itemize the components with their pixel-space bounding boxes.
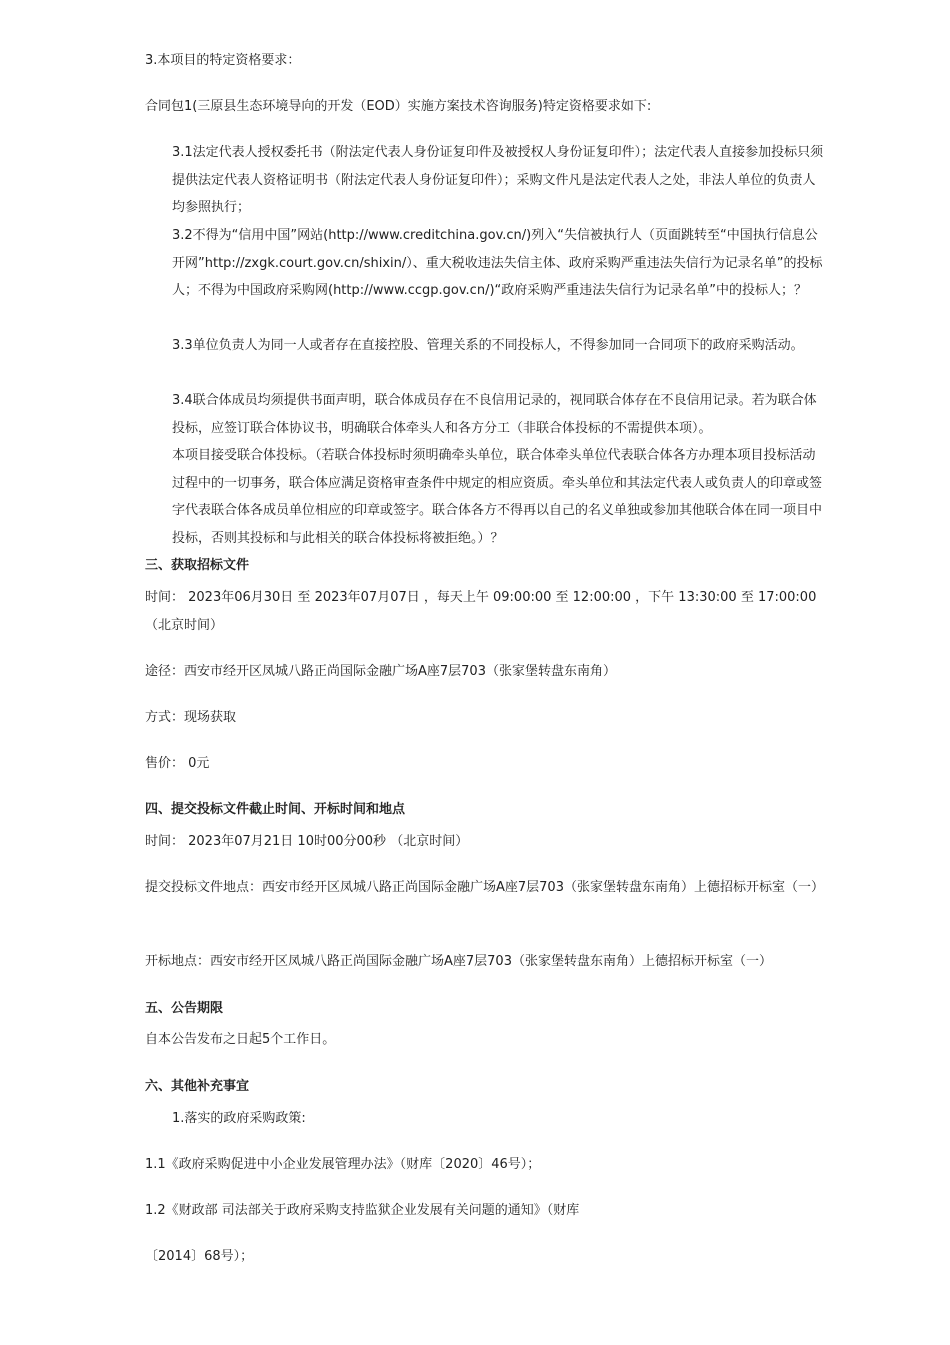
obtain-route: 途径：西安市经开区凤城八路正尚国际金融广场A座7层703（张家堡转盘东南角） bbox=[145, 664, 616, 679]
section-other-title: 六、其他补充事宜 bbox=[145, 1079, 250, 1094]
obtain-time: 时间： 2023年06月30日 至 2023年07月07日 ，每天上午 09:00:00 至 12:00:00 ，下午 13:30:00 至 17:00:00 （北京时间） bbox=[145, 590, 817, 633]
obtain-method: 方式：现场获取 bbox=[145, 710, 237, 725]
policy-1-1: 1.1《政府采购促进中小企业发展管理办法》（财库〔2020〕46号）； bbox=[145, 1157, 541, 1172]
section-obtain-title: 三、获取招标文件 bbox=[145, 558, 250, 573]
policy-1-2-continued: 〔2014〕68号）； bbox=[145, 1249, 254, 1264]
consortium-note: 本项目接受联合体投标。（若联合体投标时须明确牵头单位，联合体牵头单位代表联合体各方办理本项目投标活动过程中的一切事务，联合体应满足资格审查条件中规定的相应资质。牵头单位和其法定代表人或负责人的印章或签字代表联合体各成员单位相应的印章或签字。联合体各方不得再以自己的名义单独或参加其他联合体在同一项目中投标，否则其投标和与此相关的联合体投标将被拒绝。）？ bbox=[172, 448, 823, 546]
deadline-time: 时间： 2023年07月21日 10时00分00秒 （北京时间） bbox=[145, 834, 469, 849]
section-deadline-title: 四、提交投标文件截止时间、开标时间和地点 bbox=[145, 802, 406, 817]
qualification-heading: 3.本项目的特定资格要求： bbox=[145, 53, 301, 68]
period-text: 自本公告发布之日起5个工作日。 bbox=[145, 1032, 336, 1047]
opening-location: 开标地点：西安市经开区凤城八路正尚国际金融广场A座7层703（张家堡转盘东南角）上德招标开标室（一） bbox=[145, 954, 772, 969]
requirement-3-4: 3.4联合体成员均须提供书面声明，联合体成员存在不良信用记录的，视同联合体存在不良信用记录。若为联合体投标，应签订联合体协议书，明确联合体牵头人和各方分工（非联合体投标的不需提供本项）。 bbox=[172, 393, 817, 436]
requirement-3-1: 3.1法定代表人授权委托书（附法定代表人身份证复印件及被授权人身份证复印件）；法定代表人直接参加投标只须提供法定代表人资格证明书（附法定代表人身份证复印件）；采购文件凡是法定代表人之处，非法人单位的负责人均参照执行； bbox=[172, 145, 824, 215]
section-period-title: 五、公告期限 bbox=[145, 1001, 224, 1016]
submit-location: 提交投标文件地点：西安市经开区凤城八路正尚国际金融广场A座7层703（张家堡转盘东南角）上德招标开标室（一） bbox=[145, 880, 824, 895]
package-intro: 合同包1(三原县生态环境导向的开发（EOD）实施方案技术咨询服务)特定资格要求如下: bbox=[145, 99, 652, 114]
obtain-price: 售价： 0元 bbox=[145, 756, 210, 771]
requirement-3-3: 3.3单位负责人为同一人或者存在直接控股、管理关系的不同投标人，不得参加同一合同项下的政府采购活动。 bbox=[172, 338, 804, 353]
requirement-3-2: 3.2不得为“信用中国”网站(http://www.creditchina.gov.cn/)列入“失信被执行人（页面跳转至“中国执行信息公开网”http://zxgk.court.gov.cn/shixin/）、重大税收违法失信主体、政府采购严重违法失信行为记录名单”的投标人；不得为中国政府采购网(http://www.ccgp.gov.cn/)“政府采购严重违法失信行为记录名单”中的投标人；？ bbox=[172, 228, 823, 298]
policy-1-2: 1.2《财政部 司法部关于政府采购支持监狱企业发展有关问题的通知》（财库 bbox=[145, 1203, 580, 1218]
policy-heading: 1.落实的政府采购政策: bbox=[172, 1111, 306, 1126]
